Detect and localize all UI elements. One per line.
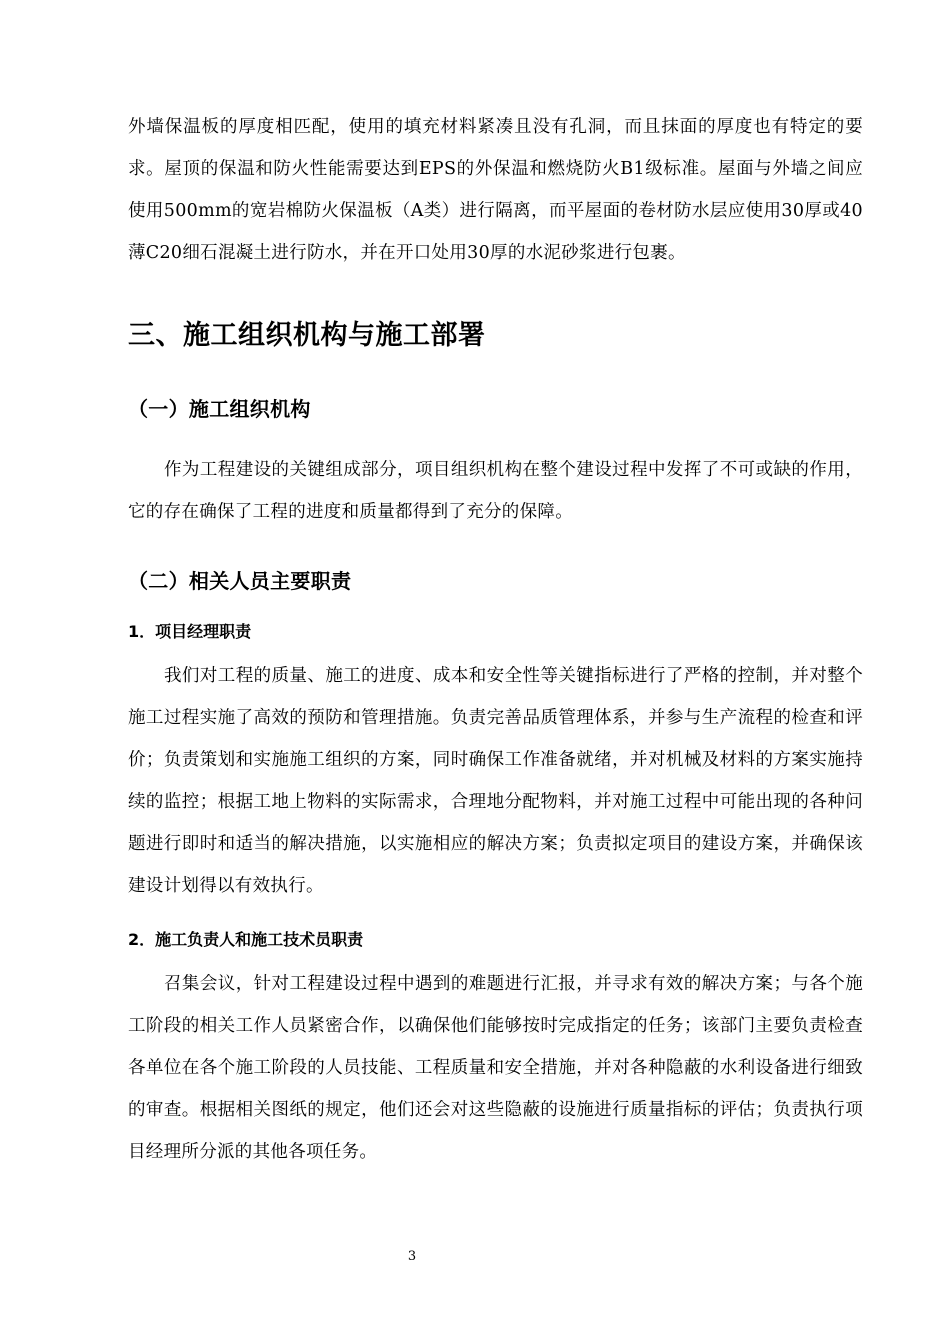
page-content [128, 106, 863, 1173]
item-2-heading: 2．施工负责人和施工技术员职责 [128, 930, 364, 949]
item-2-paragraph: 召集会议，针对工程建设过程中遇到的难题进行汇报，并寻求有效的解决方案；与各个施工阶段的相关工作人员紧密合作，以确保他们能够按时完成指定的任务；该部门主要负责检查各单位在各个施工阶段的人员技能、工程质量和安全措施，并对各种隐蔽的水利设备进行细致的审查。根据相关图纸的规定，他们还会对这些隐蔽的设施进行质量指标的评估；负责执行项目经理所分派的其他各项任务。 [128, 974, 863, 1162]
subsection-1-paragraph: 作为工程建设的关键组成部分，项目组织机构在整个建设过程中发挥了不可或缺的作用，它的存在确保了工程的进度和质量都得到了充分的保障。 [128, 460, 863, 522]
section-3-heading: 三、施工组织机构与施工部署 [128, 320, 486, 351]
item-1-paragraph: 我们对工程的质量、施工的进度、成本和安全性等关键指标进行了严格的控制，并对整个施工过程实施了高效的预防和管理措施。负责完善品质管理体系，并参与生产流程的检查和评价；负责策划和实施施工组织的方案，同时确保工作准备就绪，并对机械及材料的方案实施持续的监控；根据工地上物料的实际需求，合理地分配物料，并对施工过程中可能出现的各种问题进行即时和适当的解决措施，以实施相应的解决方案；负责拟定项目的建设方案，并确保该建设计划得以有效执行。 [128, 666, 863, 896]
subsection-1-heading: （一）施工组织机构 [128, 397, 311, 421]
item-1-heading: 1．项目经理职责 [128, 622, 252, 641]
continuation-paragraph: 外墙保温板的厚度相匹配，使用的填充材料紧凑且没有孔洞，而且抹面的厚度也有特定的要求。屋顶的保温和防火性能需要达到EPS的外保温和燃烧防火B1级标准。屋面与外墙之间应使用500mm的宽岩棉防火保温板（A类）进行隔离，而平屋面的卷材防水层应使用30厚或40薄C20细石混凝土进行防水，并在开口处用30厚的水泥砂浆进行包裹。 [128, 117, 863, 263]
subsection-2-heading: （二）相关人员主要职责 [128, 569, 352, 593]
page-number: 3 [407, 1249, 417, 1264]
